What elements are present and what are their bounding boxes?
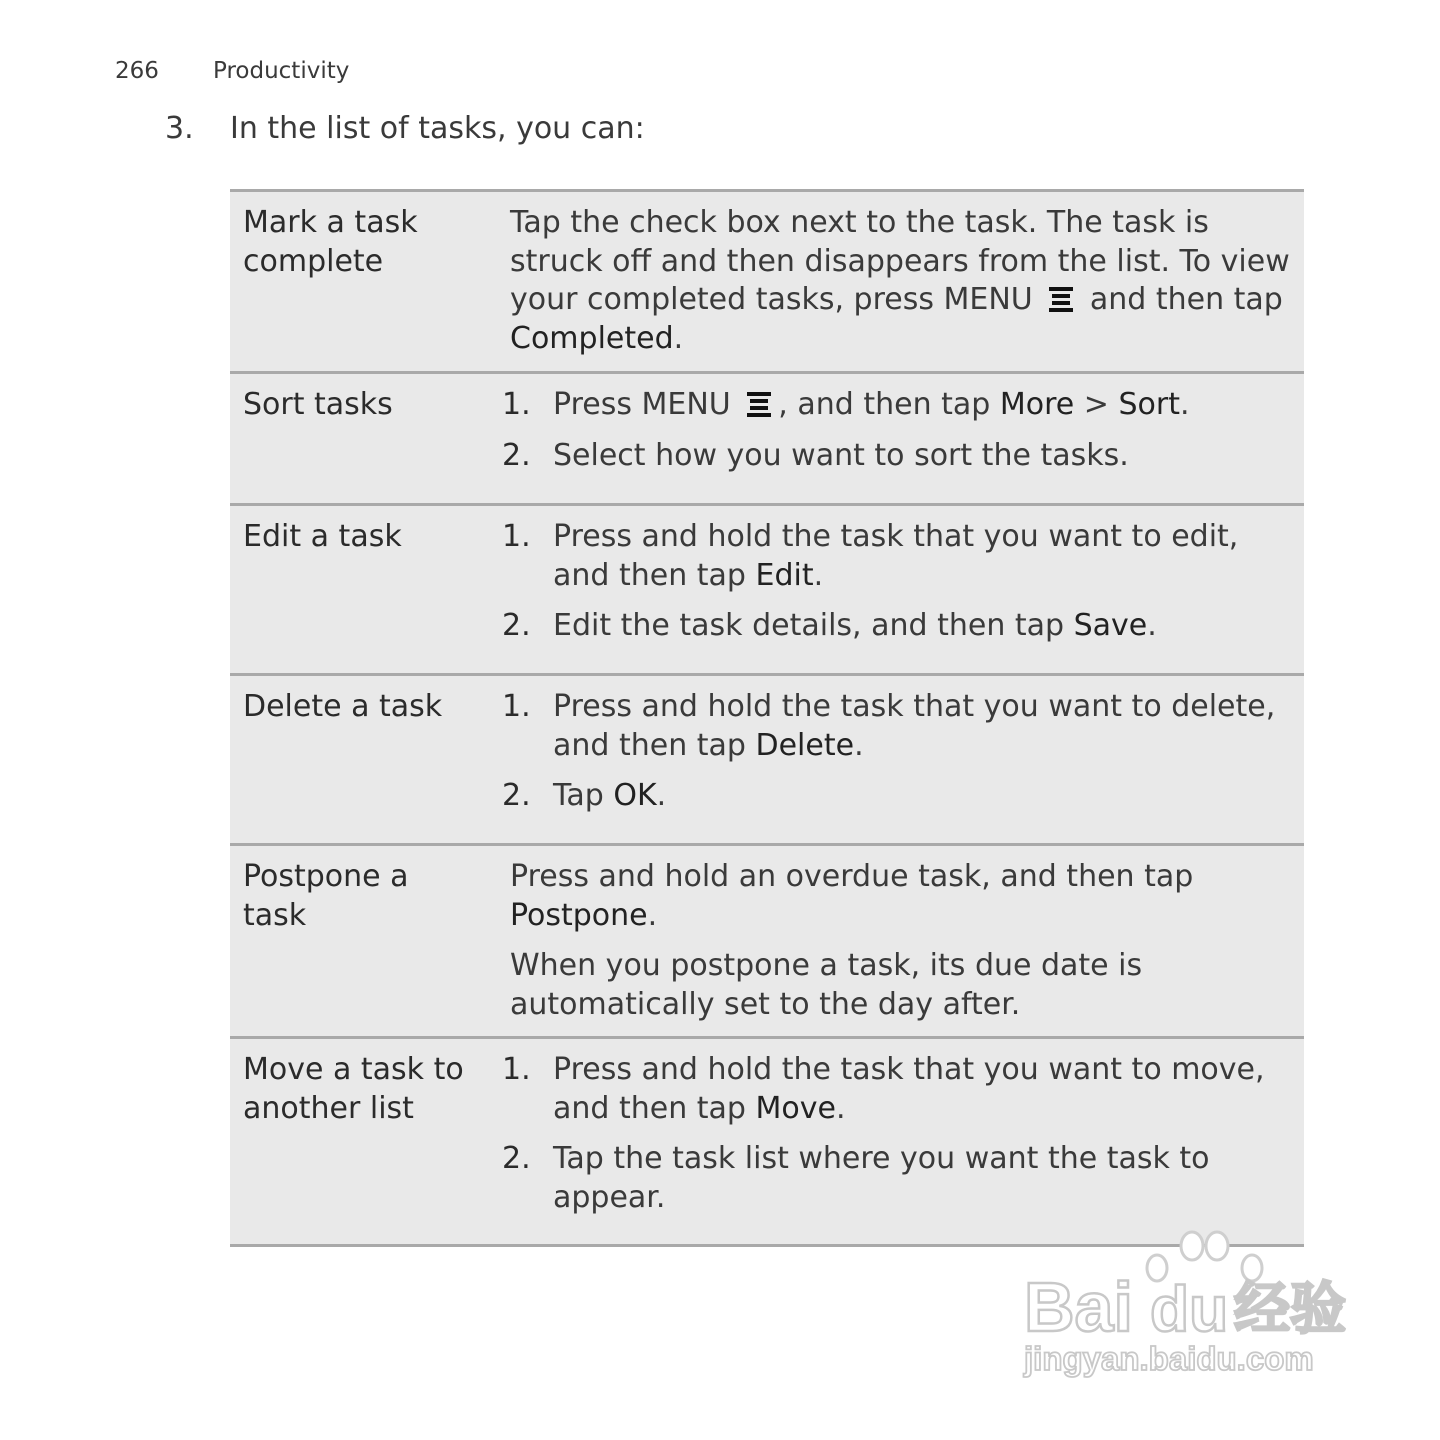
table-row — [230, 673, 1304, 843]
page-number: 266 — [115, 58, 159, 84]
step-item: 2. Tap the task list where you want the task to appear. — [502, 1141, 1210, 1215]
row-label: Mark a task complete — [243, 205, 418, 279]
watermark-cn: 经验 — [1234, 1277, 1346, 1340]
step-item: 2. Edit the task details, and then tap Save. — [502, 608, 1157, 643]
baidu-watermark — [1022, 1228, 1362, 1388]
section-title: Productivity — [213, 58, 350, 84]
step-item: 1. Press and hold the task that you want to move, and then tap Move. — [502, 1052, 1265, 1126]
step-item: 2. Select how you want to sort the tasks. — [502, 437, 1129, 473]
row-description: Tap the check box next to the task. The task is struck off and then disappears from the list. To view your completed tasks, press MENU and then tap Completed. — [510, 205, 1290, 356]
table-row — [230, 843, 1304, 1036]
table-row — [230, 503, 1304, 673]
menu-icon — [744, 390, 774, 418]
menu-icon — [1046, 285, 1076, 313]
table-row — [230, 1036, 1304, 1247]
row-description — [502, 518, 1300, 646]
intro-step-number: 3. — [165, 111, 194, 146]
bold-term: Completed — [510, 320, 674, 356]
row-label: Edit a task — [243, 519, 402, 554]
table-row — [230, 371, 1304, 503]
step-item: 2. Tap OK. — [502, 778, 667, 813]
row-description: Press and hold an overdue task, and then tap Postpone. When you postpone a task, its due date is automatically set to the day after. — [510, 859, 1194, 1022]
row-label: Sort tasks — [243, 387, 393, 422]
intro-step-text: In the list of tasks, you can: — [230, 111, 645, 146]
watermark-brand2: du — [1150, 1273, 1229, 1345]
task-actions-table — [230, 189, 1304, 1247]
row-label: Delete a task — [243, 689, 443, 724]
step-item: 1. Press MENU , and then tap More > Sort. — [502, 387, 1190, 422]
row-label: Postpone a task — [243, 859, 409, 933]
row-description — [502, 386, 1300, 475]
row-label: Move a task to another list — [243, 1052, 464, 1126]
row-description — [502, 688, 1300, 816]
step-item: 1. Press and hold the task that you want to delete, and then tap Delete. — [502, 689, 1276, 763]
watermark-url: jingyan.baidu.com — [1024, 1340, 1314, 1377]
row-description — [502, 1051, 1300, 1217]
step-item: 1. Press and hold the task that you want to edit, and then tap Edit. — [502, 519, 1239, 593]
table-row — [230, 189, 1304, 371]
watermark-brand: Bai — [1024, 1268, 1133, 1346]
